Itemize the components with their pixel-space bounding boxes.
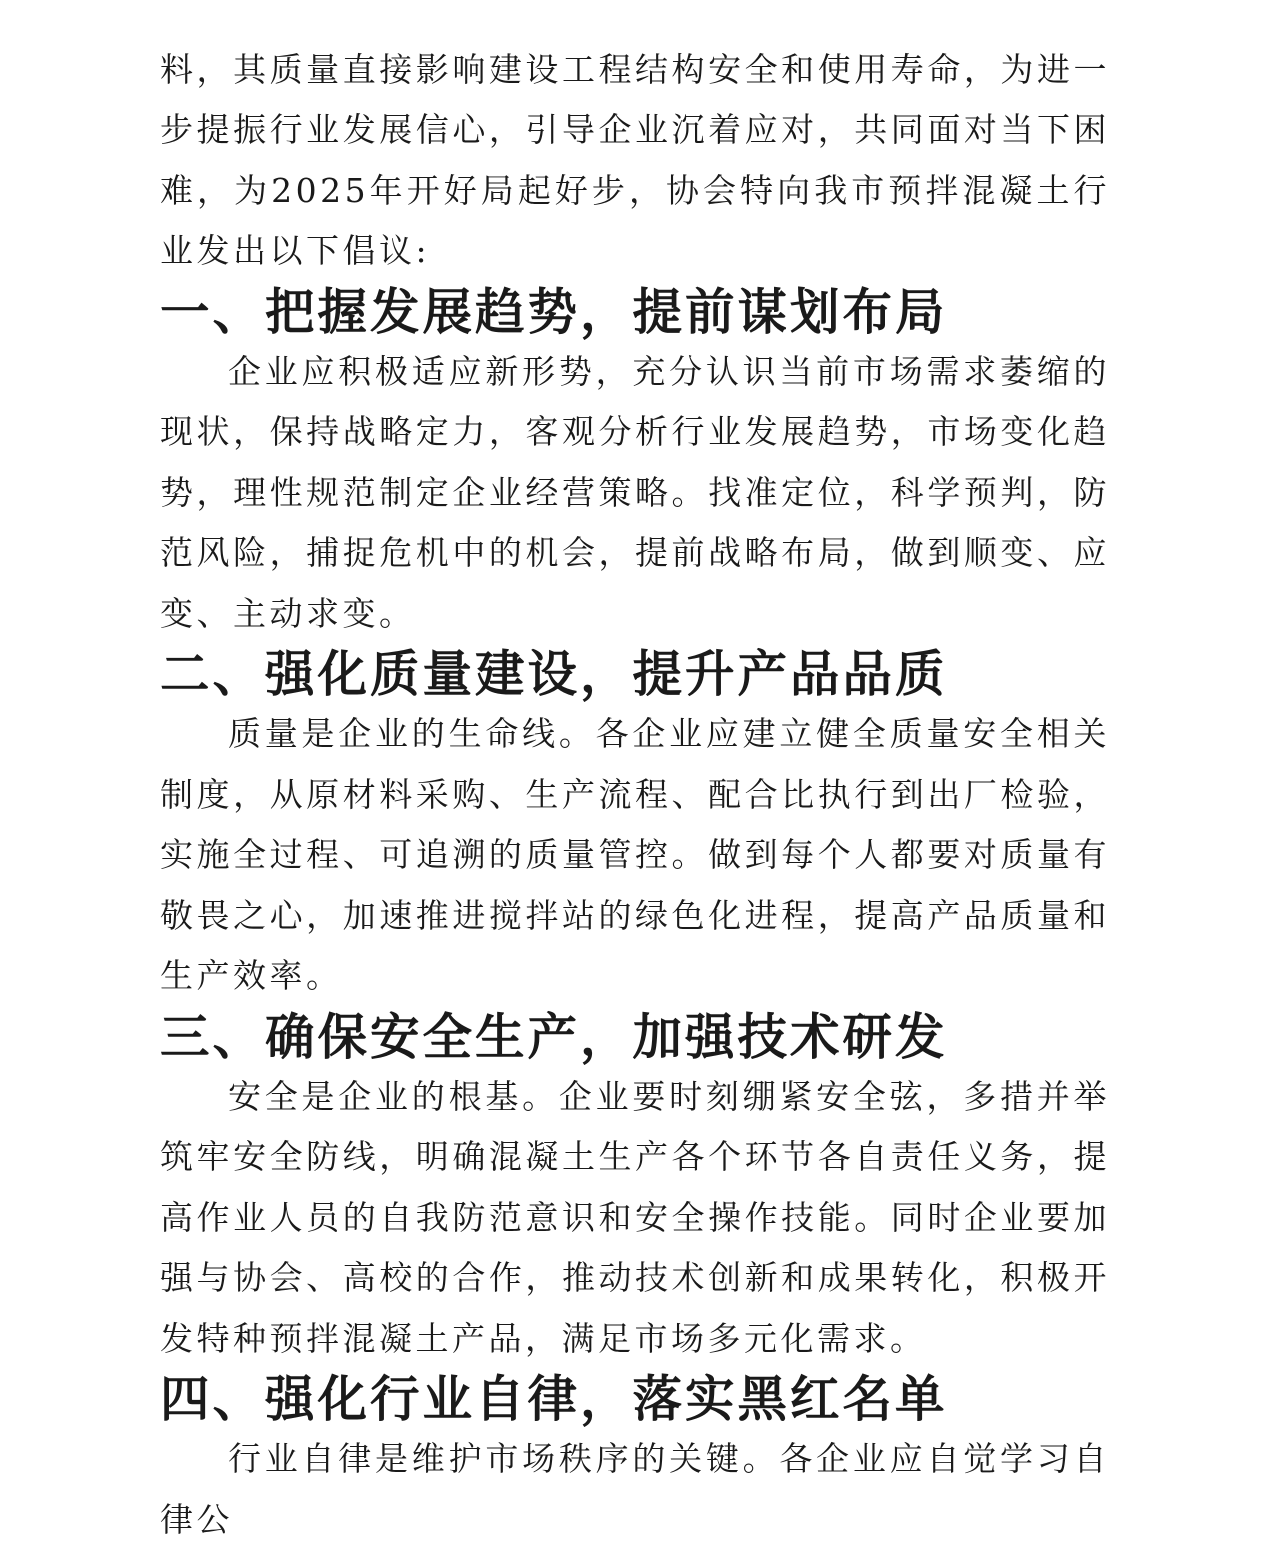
- section-body-2: 质量是企业的生命线。各企业应建立健全质量安全相关制度，从原材料采购、生产流程、配合比执行到出厂检验，实施全过程、可追溯的质量管控。做到每个人都要对质量有敬畏之心，加速推进搅拌站的绿色化进程，提高产品质量和生产效率。: [160, 714, 1110, 996]
- section-heading-4: 四、强化行业自律，落实黑红名单: [160, 1369, 948, 1428]
- section-heading-3: 三、确保安全生产，加强技术研发: [160, 1007, 948, 1066]
- intro-paragraph: 料，其质量直接影响建设工程结构安全和使用寿命，为进一步提振行业发展信心，引导企业沉着应对，共同面对当下困难，为2025年开好局起好步，协会特向我市预拌混凝土行业发出以下倡议:: [160, 50, 1110, 271]
- section-heading-1: 一、把握发展趋势，提前谋划布局: [160, 282, 948, 341]
- section-body-3: 安全是企业的根基。企业要时刻绷紧安全弦，多措并举筑牢安全防线，明确混凝土生产各个环节各自责任义务，提高作业人员的自我防范意识和安全操作技能。同时企业要加强与协会、高校的合作，推动技术创新和成果转化，积极开发特种预拌混凝土产品，满足市场多元化需求。: [160, 1076, 1110, 1358]
- document-page: [160, 40, 1110, 1550]
- section-heading-2: 二、强化质量建设，提升产品品质: [160, 645, 948, 704]
- section-body-4: 行业自律是维护市场秩序的关键。各企业应自觉学习自律公: [160, 1439, 1110, 1539]
- section-body-1: 企业应积极适应新形势，充分认识当前市场需求萎缩的现状，保持战略定力，客观分析行业发展趋势，市场变化趋势，理性规范制定企业经营策略。找准定位，科学预判，防范风险，捕捉危机中的机会，提前战略布局，做到顺变、应变、主动求变。: [160, 352, 1110, 633]
